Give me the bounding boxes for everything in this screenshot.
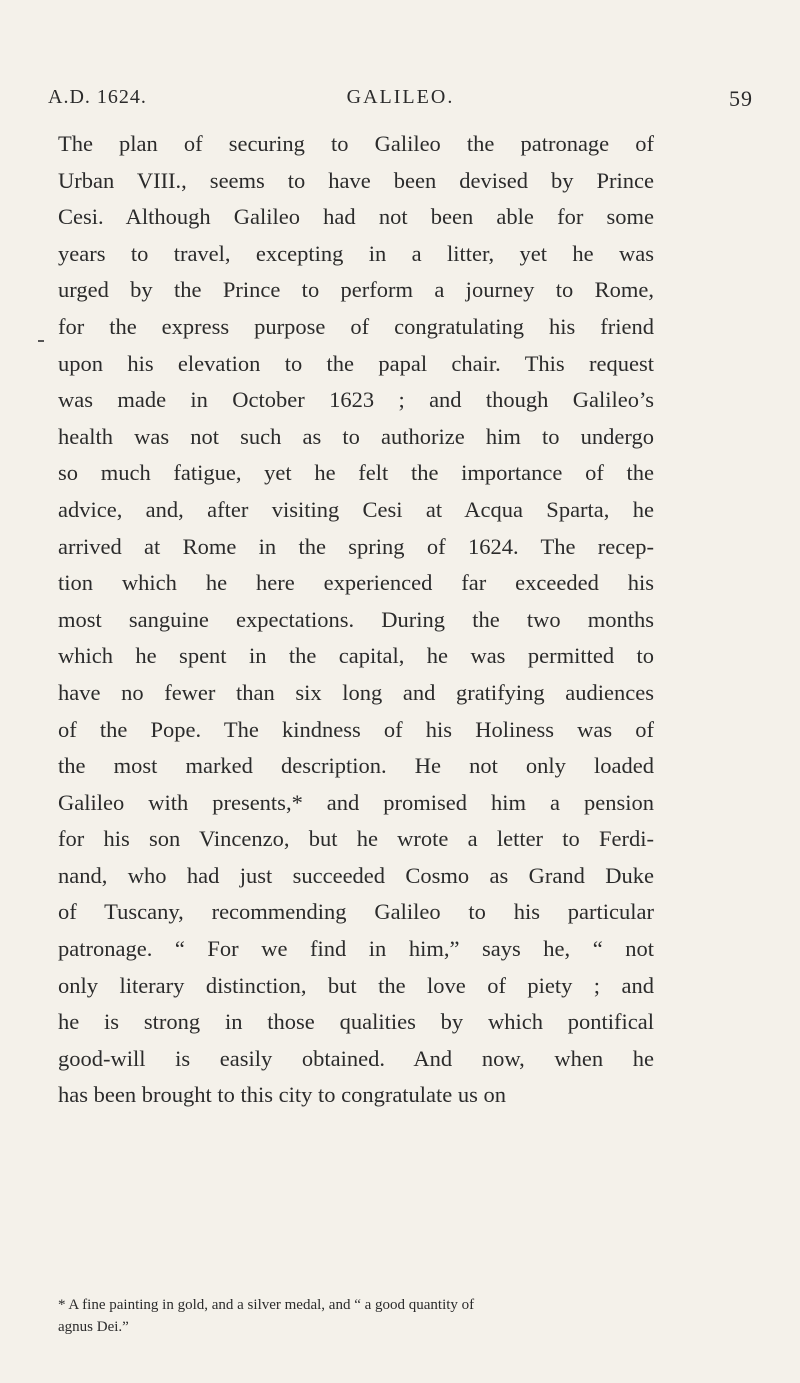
text-line: of the Pope. The kindness of his Holiness was of [58, 716, 654, 742]
page-number: 59 [729, 86, 753, 111]
header-date: A.D. 1624. [48, 86, 147, 108]
text-line: nand, who had just succeeded Cosmo as Grand Duke [58, 862, 654, 888]
text-line: The plan of securing to Galileo the patronage of [58, 131, 654, 156]
body-text [58, 126, 654, 1114]
text-line: he is strong in those qualities by which pontifical [58, 1009, 654, 1035]
text-line: Galileo with presents,* and promised him a pension [58, 789, 654, 815]
text-line: health was not such as to authorize him to undergo [58, 423, 654, 449]
text-line: the most marked description. He not only loaded [58, 753, 654, 779]
text-line: Urban VIII., seems to have been devised by Prince [58, 167, 654, 193]
text-line: was made in October 1623 ; and though Galileo’s [58, 387, 654, 413]
text-line: which he spent in the capital, he was permitted to [58, 643, 654, 669]
margin-mark [38, 340, 44, 342]
text-line: urged by the Prince to perform a journey to Rome, [58, 277, 654, 303]
header-title: GALILEO. [346, 86, 455, 108]
text-line: upon his elevation to the papal chair. This request [58, 350, 654, 376]
text-line: most sanguine expectations. During the two months [58, 606, 654, 632]
text-line: only literary distinction, but the love of piety ; and [58, 972, 654, 998]
text-line: of Tuscany, recommending Galileo to his particular [58, 899, 654, 925]
footnote [58, 1294, 654, 1338]
text-line: so much fatigue, yet he felt the importance of the [58, 460, 654, 486]
text-line: Cesi. Although Galileo had not been able for some [58, 204, 654, 230]
footnote-line: agnus Dei.” [58, 1319, 129, 1335]
text-line: have no fewer than six long and gratifying audiences [58, 679, 654, 705]
text-line: good-will is easily obtained. And now, when he [58, 1045, 654, 1071]
text-line: advice, and, after visiting Cesi at Acqua Sparta, he [58, 496, 654, 522]
text-line: has been brought to this city to congratulate us on [58, 1082, 507, 1108]
text-line: arrived at Rome in the spring of 1624. The recep- [58, 533, 654, 559]
text-line: for the express purpose of congratulating his friend [58, 313, 654, 339]
text-line: years to travel, excepting in a litter, yet he was [58, 240, 654, 266]
footnote-line: * A fine painting in gold, and a silver medal, and “ a good quantity of [58, 1297, 475, 1313]
text-line: tion which he here experienced far exceeded his [58, 570, 654, 596]
text-line: patronage. “ For we find in him,” says he, “ not [58, 936, 654, 962]
running-head [48, 86, 753, 116]
text-line: for his son Vincenzo, but he wrote a letter to Ferdi- [58, 826, 654, 852]
